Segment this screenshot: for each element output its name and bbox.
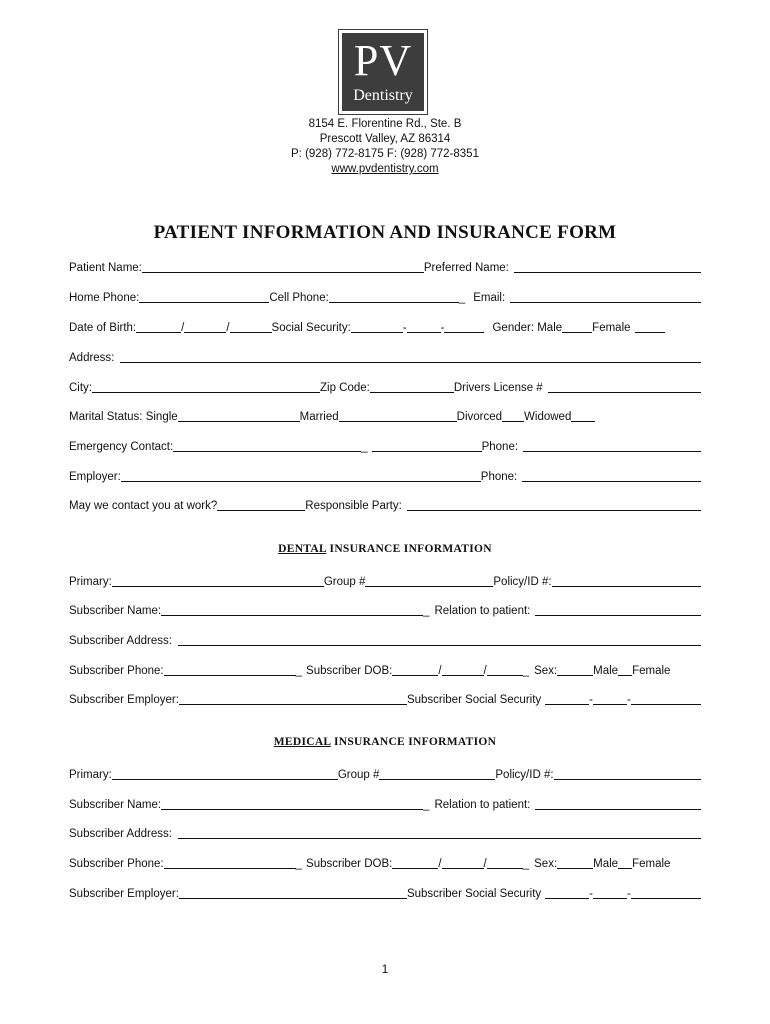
dob-separator: / bbox=[483, 858, 487, 870]
medical-policy-field[interactable] bbox=[554, 767, 701, 780]
label-marital-single: Marital Status: Single bbox=[69, 411, 178, 423]
row-emergency bbox=[69, 437, 701, 453]
logo-sub-text: Dentistry bbox=[353, 87, 413, 104]
label-medical-primary: Primary: bbox=[69, 769, 112, 781]
cell-phone-field[interactable] bbox=[329, 290, 459, 303]
ssn-dash: - bbox=[402, 322, 407, 334]
label-dental-group: Group # bbox=[323, 576, 366, 588]
label-medical-relation: Relation to patient: bbox=[434, 799, 531, 811]
medical-subscriber-name-field[interactable] bbox=[161, 797, 423, 810]
emergency-contact-field[interactable] bbox=[173, 439, 361, 452]
marital-widowed-field[interactable] bbox=[571, 409, 595, 422]
medical-heading-rest: INSURANCE INFORMATION bbox=[330, 736, 497, 748]
dental-subscriber-employer-field[interactable] bbox=[179, 692, 407, 705]
label-dental-subscriber-name: Subscriber Name: bbox=[69, 605, 162, 617]
dob-separator: / bbox=[483, 665, 487, 677]
underscore-mark: _ bbox=[295, 858, 303, 870]
dental-ssn-part1-field[interactable] bbox=[545, 692, 589, 705]
dental-ssn-part2-field[interactable] bbox=[593, 692, 627, 705]
medical-primary-field[interactable] bbox=[112, 767, 338, 780]
dob-year-field[interactable] bbox=[230, 320, 272, 333]
marital-single-field[interactable] bbox=[178, 409, 300, 422]
dental-subscriber-name-field[interactable] bbox=[161, 603, 423, 616]
responsible-party-field[interactable] bbox=[407, 498, 701, 511]
row-city bbox=[69, 378, 701, 394]
label-dental-subscriber-ssn: Subscriber Social Security bbox=[406, 694, 542, 706]
dental-subscriber-address-field[interactable] bbox=[178, 633, 701, 646]
address-field[interactable] bbox=[120, 350, 701, 363]
label-address: Address: bbox=[69, 352, 115, 364]
label-dental-policy: Policy/ID #: bbox=[493, 576, 552, 588]
row-patient-name bbox=[69, 258, 701, 274]
dental-dob-month-field[interactable] bbox=[392, 663, 438, 676]
dob-separator: / bbox=[438, 665, 442, 677]
label-preferred-name: Preferred Name: bbox=[423, 262, 509, 274]
dob-day-field[interactable] bbox=[184, 320, 226, 333]
logo-main-text: PV bbox=[353, 36, 413, 85]
license-field[interactable] bbox=[548, 380, 701, 393]
medical-ssn-part1-field[interactable] bbox=[545, 886, 589, 899]
ssn-part1-field[interactable] bbox=[351, 320, 403, 333]
label-license: Drivers License # bbox=[453, 382, 543, 394]
medical-subscriber-address-field[interactable] bbox=[178, 826, 701, 839]
dob-separator: / bbox=[226, 322, 230, 334]
dental-sex-female-field[interactable] bbox=[618, 663, 632, 676]
emergency-contact-field-2[interactable] bbox=[372, 439, 482, 452]
preferred-name-field[interactable] bbox=[514, 260, 701, 273]
row-marital bbox=[69, 407, 701, 423]
address-street: 8154 E. Florentine Rd., Ste. B bbox=[308, 118, 462, 130]
label-dental-subscriber-phone: Subscriber Phone: bbox=[69, 665, 164, 677]
dental-row-subscriber-employer bbox=[69, 690, 701, 706]
employer-field[interactable] bbox=[121, 469, 481, 482]
label-employer: Employer: bbox=[69, 471, 121, 483]
underscore-mark: _ bbox=[458, 292, 466, 304]
ssn-dash: - bbox=[589, 694, 594, 706]
label-married: Married bbox=[299, 411, 339, 423]
dental-dob-day-field[interactable] bbox=[442, 663, 484, 676]
label-dental-sex: Sex: bbox=[534, 665, 558, 677]
medical-row-subscriber-address bbox=[69, 824, 701, 840]
medical-row-subscriber-employer bbox=[69, 884, 701, 900]
label-gender-male: Gender: Male bbox=[492, 322, 563, 334]
label-zip: Zip Code: bbox=[320, 382, 370, 394]
dental-row-subscriber-address bbox=[69, 631, 701, 647]
label-dob: Date of Birth: bbox=[69, 322, 137, 334]
contact-work-field[interactable] bbox=[217, 498, 305, 511]
website-link[interactable]: www.pvdentistry.com bbox=[331, 163, 439, 175]
medical-sex-male-field[interactable] bbox=[557, 856, 593, 869]
label-cell-phone: Cell Phone: bbox=[269, 292, 329, 304]
patient-name-field[interactable] bbox=[142, 260, 424, 273]
medical-ssn-part2-field[interactable] bbox=[593, 886, 627, 899]
medical-row-subscriber-name bbox=[69, 795, 701, 811]
underscore-mark: _ bbox=[423, 799, 430, 811]
dental-policy-field[interactable] bbox=[552, 574, 701, 587]
ssn-dash: - bbox=[627, 694, 631, 706]
form-title: PATIENT INFORMATION AND INSURANCE FORM bbox=[153, 222, 617, 243]
email-field[interactable] bbox=[510, 290, 701, 303]
medical-group-field[interactable] bbox=[379, 767, 495, 780]
label-ssn: Social Security: bbox=[271, 322, 351, 334]
row-dob bbox=[69, 318, 701, 334]
label-medical-subscriber-address: Subscriber Address: bbox=[69, 828, 172, 840]
label-widowed: Widowed bbox=[524, 411, 572, 423]
label-medical-male: Male bbox=[593, 858, 619, 870]
label-dental-relation: Relation to patient: bbox=[434, 605, 531, 617]
row-address bbox=[69, 348, 701, 364]
label-dental-male: Male bbox=[593, 665, 619, 677]
address-website[interactable] bbox=[0, 162, 770, 177]
page-number: 1 bbox=[381, 962, 389, 976]
underscore-mark: _ bbox=[295, 665, 303, 677]
label-medical-sex: Sex: bbox=[534, 858, 558, 870]
medical-subscriber-phone-field[interactable] bbox=[164, 856, 296, 869]
address-phones: P: (928) 772-8175 F: (928) 772-8351 bbox=[291, 148, 479, 160]
label-medical-subscriber-phone: Subscriber Phone: bbox=[69, 858, 164, 870]
label-medical-subscriber-name: Subscriber Name: bbox=[69, 799, 162, 811]
dental-row-primary bbox=[69, 572, 701, 588]
dental-ssn-part3-field[interactable] bbox=[631, 692, 701, 705]
label-patient-name: Patient Name: bbox=[69, 262, 142, 274]
label-medical-policy: Policy/ID #: bbox=[495, 769, 554, 781]
gender-male-field[interactable] bbox=[562, 320, 592, 333]
underscore-mark: _ bbox=[522, 858, 530, 870]
label-responsible-party: Responsible Party: bbox=[305, 500, 402, 512]
gender-female-field[interactable] bbox=[635, 320, 665, 333]
label-email: Email: bbox=[473, 292, 506, 304]
label-dental-subscriber-dob: Subscriber DOB: bbox=[306, 665, 393, 677]
label-city: City: bbox=[69, 382, 92, 394]
label-medical-group: Group # bbox=[337, 769, 380, 781]
label-employer-phone: Phone: bbox=[480, 471, 518, 483]
label-medical-subscriber-dob: Subscriber DOB: bbox=[306, 858, 393, 870]
medical-sex-female-field[interactable] bbox=[618, 856, 632, 869]
marital-divorced-field[interactable] bbox=[502, 409, 524, 422]
emergency-phone-field[interactable] bbox=[523, 439, 701, 452]
dental-row-subscriber-name bbox=[69, 601, 701, 617]
underscore-mark: _ bbox=[361, 441, 368, 453]
address-city: Prescott Valley, AZ 86314 bbox=[319, 133, 451, 145]
label-medical-subscriber-employer: Subscriber Employer: bbox=[69, 888, 179, 900]
medical-heading-underlined: MEDICAL bbox=[273, 736, 331, 748]
dental-relation-field[interactable] bbox=[535, 603, 701, 616]
label-dental-primary: Primary: bbox=[69, 576, 112, 588]
label-dental-subscriber-employer: Subscriber Employer: bbox=[69, 694, 179, 706]
label-contact-work: May we contact you at work? bbox=[69, 500, 218, 512]
ssn-dash: - bbox=[440, 322, 445, 334]
ssn-part2-field[interactable] bbox=[407, 320, 441, 333]
ssn-dash: - bbox=[589, 888, 594, 900]
label-medical-female: Female bbox=[632, 858, 671, 870]
underscore-mark: _ bbox=[423, 605, 430, 617]
row-phones bbox=[69, 288, 701, 304]
label-emergency-contact: Emergency Contact: bbox=[69, 441, 174, 453]
medical-row-primary bbox=[69, 765, 701, 781]
dental-subscriber-phone-field[interactable] bbox=[164, 663, 296, 676]
medical-relation-field[interactable] bbox=[535, 797, 701, 810]
ssn-dash: - bbox=[627, 888, 631, 900]
zip-field[interactable] bbox=[370, 380, 454, 393]
label-medical-subscriber-ssn: Subscriber Social Security bbox=[406, 888, 542, 900]
label-gender-female: Female bbox=[592, 322, 631, 334]
dob-separator: / bbox=[438, 858, 442, 870]
medical-ssn-part3-field[interactable] bbox=[631, 886, 701, 899]
label-divorced: Divorced bbox=[456, 411, 503, 423]
dental-heading-underlined: DENTAL bbox=[278, 543, 327, 555]
label-dental-subscriber-address: Subscriber Address: bbox=[69, 635, 172, 647]
label-dental-female: Female bbox=[632, 665, 671, 677]
medical-dob-month-field[interactable] bbox=[392, 856, 438, 869]
underscore-mark: _ bbox=[522, 665, 530, 677]
dental-group-field[interactable] bbox=[365, 574, 493, 587]
dob-separator: / bbox=[181, 322, 185, 334]
pv-dentistry-logo bbox=[341, 32, 425, 112]
dental-heading-rest: INSURANCE INFORMATION bbox=[326, 543, 492, 555]
label-emergency-phone: Phone: bbox=[481, 441, 519, 453]
dob-month-field[interactable] bbox=[136, 320, 181, 333]
dental-section-heading bbox=[0, 543, 770, 555]
employer-phone-field[interactable] bbox=[522, 469, 701, 482]
medical-dob-year-field[interactable] bbox=[487, 856, 523, 869]
row-contact-work bbox=[69, 496, 701, 512]
medical-section-heading bbox=[0, 736, 770, 748]
dental-row-subscriber-phone bbox=[69, 661, 701, 677]
city-field[interactable] bbox=[92, 380, 320, 393]
medical-dob-day-field[interactable] bbox=[442, 856, 484, 869]
dental-sex-male-field[interactable] bbox=[557, 663, 593, 676]
marital-married-field[interactable] bbox=[339, 409, 457, 422]
medical-row-subscriber-phone bbox=[69, 854, 701, 870]
dental-dob-year-field[interactable] bbox=[487, 663, 523, 676]
medical-subscriber-employer-field[interactable] bbox=[179, 886, 407, 899]
dental-primary-field[interactable] bbox=[112, 574, 324, 587]
label-home-phone: Home Phone: bbox=[69, 292, 140, 304]
row-employer bbox=[69, 467, 701, 483]
ssn-part3-field[interactable] bbox=[444, 320, 484, 333]
home-phone-field[interactable] bbox=[139, 290, 269, 303]
